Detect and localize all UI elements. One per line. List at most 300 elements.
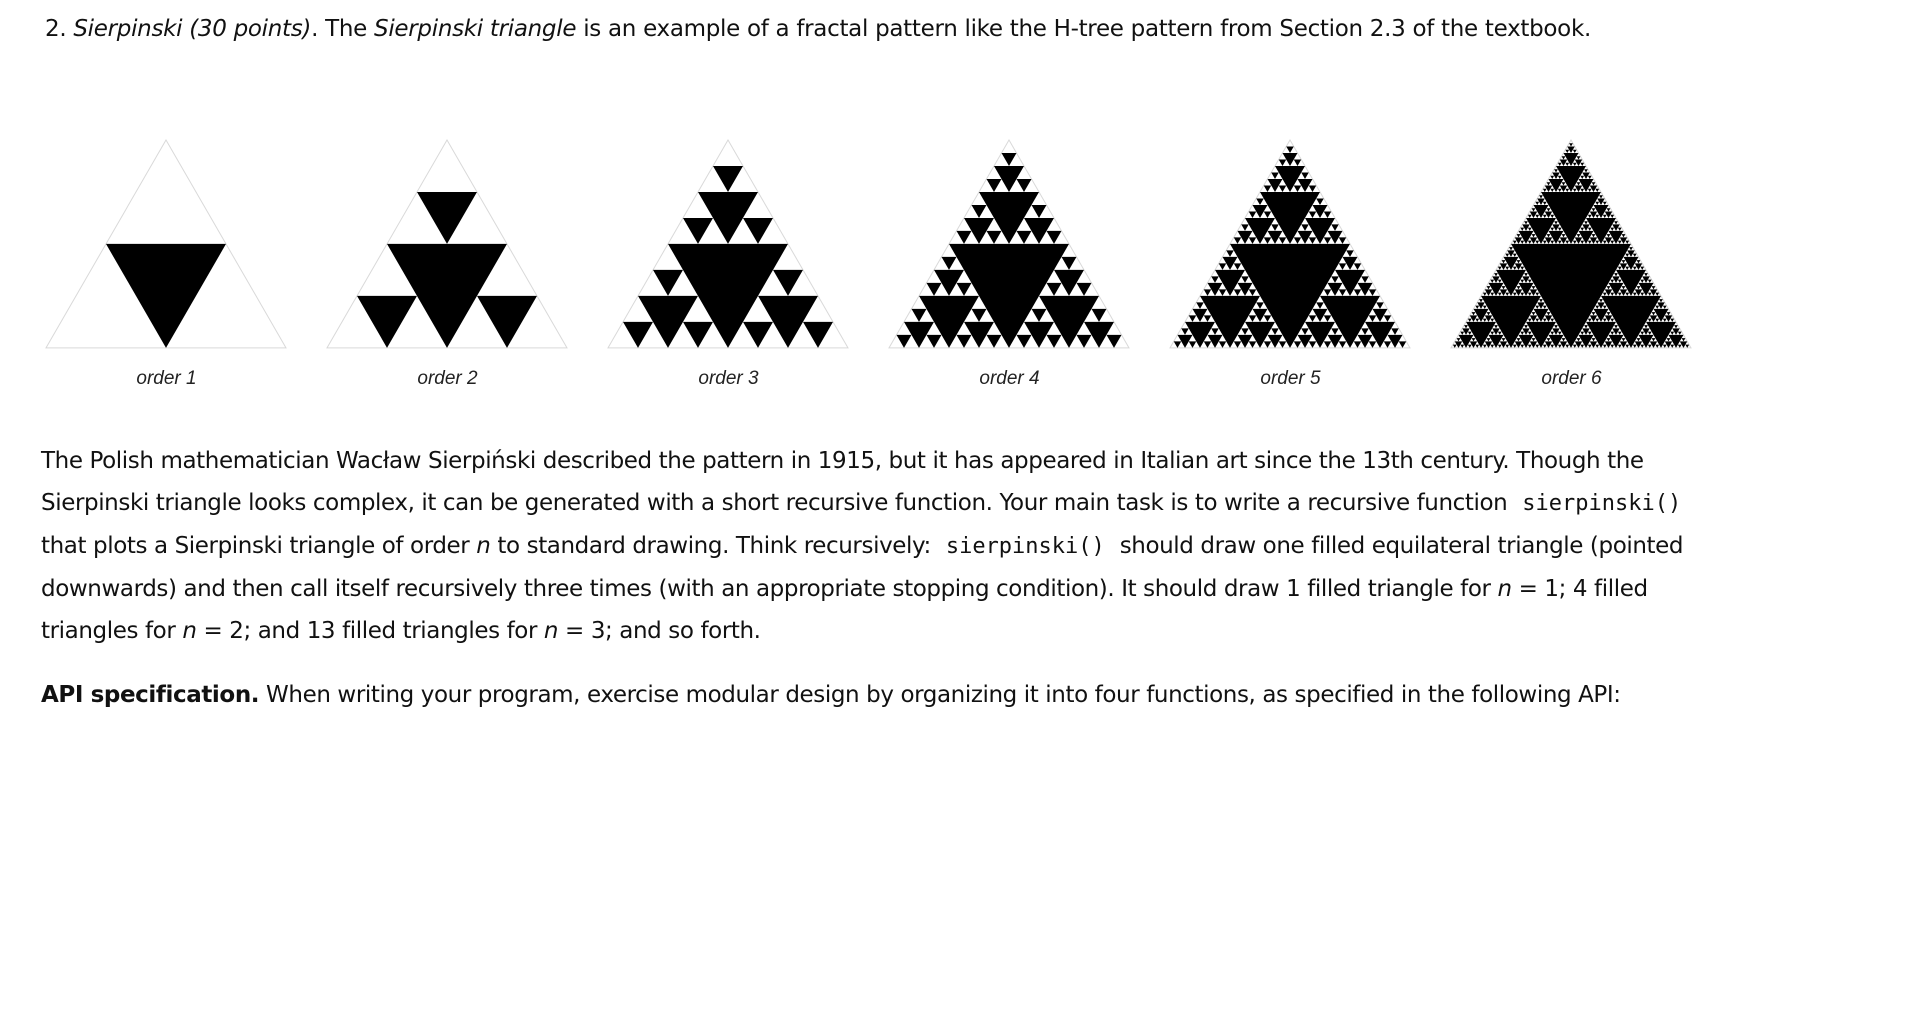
filled-triangle: [1610, 241, 1614, 244]
filled-triangle: [1189, 341, 1197, 347]
filled-triangle: [1618, 241, 1622, 244]
filled-triangle: [1196, 302, 1204, 308]
filled-triangle: [1459, 335, 1474, 348]
figure-order-3: [606, 100, 851, 400]
filled-triangle: [1178, 335, 1193, 348]
filled-triangle: [803, 322, 833, 348]
filled-triangle: [1494, 325, 1498, 328]
filled-triangle: [1655, 306, 1659, 309]
filled-triangle: [1354, 263, 1362, 269]
filled-triangle: [1607, 312, 1611, 315]
filled-triangle: [1550, 176, 1554, 179]
filled-triangle: [1249, 289, 1257, 295]
filled-triangle: [1565, 189, 1569, 192]
filled-triangle: [1517, 234, 1521, 237]
sierpinski-order-5-image: [1168, 138, 1413, 352]
filled-triangle: [1294, 185, 1302, 191]
filled-triangle: [1502, 286, 1506, 289]
filled-triangle: [1573, 150, 1577, 153]
filled-triangle: [1092, 309, 1107, 322]
filled-triangle: [1498, 280, 1502, 283]
filled-triangle: [1328, 335, 1343, 348]
filled-triangle: [1652, 286, 1656, 289]
filled-triangle: [1584, 169, 1588, 172]
filled-triangle: [957, 283, 972, 296]
filled-triangle: [1575, 159, 1583, 165]
figure-order-2: [325, 100, 570, 400]
filled-triangle: [1607, 286, 1611, 289]
filled-triangle: [1614, 273, 1618, 276]
filled-triangle: [1592, 208, 1596, 211]
filled-triangle: [1618, 293, 1622, 296]
filled-triangle: [1535, 319, 1539, 322]
filled-triangle: [1558, 163, 1562, 166]
filled-triangle: [1644, 325, 1648, 328]
filled-triangle: [1554, 325, 1558, 328]
filled-triangle: [1648, 280, 1652, 283]
para-text: The Polish mathematician Wacław Sierpiński described the pattern in 1915, but it has appeared in Italian art since the 13th century. Though the Sierpinski triangle looks complex, it can be generated with a short recursive function. Your main task is to write a recursive function: [41, 448, 1644, 516]
filled-triangle: [1339, 289, 1347, 295]
filled-triangle: [1489, 335, 1504, 348]
para-text: that plots a Sierpinski triangle of order: [41, 533, 470, 559]
filled-triangle: [1625, 293, 1629, 296]
filled-triangle: [1275, 166, 1305, 192]
filled-triangle: [1017, 231, 1032, 244]
filled-triangle: [1309, 211, 1317, 217]
filled-triangle: [1264, 341, 1272, 347]
filled-triangle: [1498, 293, 1502, 296]
filled-triangle: [1595, 215, 1599, 218]
filled-triangle: [1547, 182, 1551, 185]
filled-triangle: [1460, 332, 1464, 335]
filled-triangle: [713, 166, 743, 192]
filled-triangle: [1545, 237, 1553, 243]
filled-triangle: [1241, 224, 1249, 230]
filled-triangle: [1002, 153, 1017, 166]
filled-triangle: [1528, 319, 1532, 322]
filled-triangle: [1490, 319, 1494, 322]
filled-triangle: [1610, 332, 1614, 335]
filled-triangle: [1468, 332, 1472, 335]
filled-triangle: [1490, 280, 1494, 283]
filled-triangle: [1532, 286, 1536, 289]
filled-triangle: [1271, 328, 1279, 334]
filled-triangle: [1573, 189, 1577, 192]
filled-triangle: [1468, 319, 1472, 322]
filled-triangle: [1543, 319, 1547, 322]
filled-triangle: [1309, 237, 1317, 243]
filled-triangle: [1592, 234, 1596, 237]
filled-triangle: [1674, 325, 1678, 328]
filled-triangle: [1588, 176, 1592, 179]
filled-triangle: [1580, 228, 1584, 231]
filled-triangle: [1472, 338, 1476, 341]
filled-triangle: [417, 192, 477, 244]
filled-triangle: [1294, 341, 1302, 347]
filled-triangle: [1331, 224, 1339, 230]
filled-triangle: [1639, 335, 1654, 348]
filled-triangle: [1543, 306, 1547, 309]
filled-triangle: [1625, 267, 1629, 270]
inline-code-sierpinski: sierpinski(): [945, 534, 1105, 559]
filled-triangle: [1543, 215, 1547, 218]
filled-triangle: [1331, 276, 1339, 282]
filled-triangle: [1580, 189, 1584, 192]
filled-triangle: [1592, 182, 1596, 185]
filled-triangle: [1354, 289, 1362, 295]
api-paragraph: [41, 678, 1741, 712]
filled-triangle: [957, 231, 972, 244]
heading-term: Sierpinski triangle: [374, 16, 577, 42]
filled-triangle: [1354, 341, 1362, 347]
filled-triangle: [1532, 312, 1536, 315]
filled-triangle: [1652, 312, 1656, 315]
variable-n: n: [543, 618, 559, 644]
filled-triangle: [1077, 335, 1092, 348]
sierpinski-order-2-image: [325, 138, 570, 352]
filled-triangle: [1532, 338, 1536, 341]
filled-triangle: [1535, 293, 1539, 296]
filled-triangle: [1298, 335, 1313, 348]
filled-triangle: [1513, 293, 1517, 296]
filled-triangle: [1640, 293, 1644, 296]
filled-triangle: [1648, 319, 1652, 322]
filled-triangle: [1537, 302, 1545, 308]
filled-triangle: [1249, 341, 1257, 347]
filled-triangle: [1558, 189, 1562, 192]
filled-triangle: [1369, 341, 1377, 347]
filled-triangle: [1324, 341, 1332, 347]
filled-triangle: [1543, 189, 1547, 192]
filled-triangle: [1264, 315, 1272, 321]
filled-triangle: [1610, 215, 1614, 218]
filled-triangle: [1517, 338, 1521, 341]
filled-triangle: [1592, 338, 1596, 341]
filled-triangle: [1528, 215, 1532, 218]
filled-triangle: [1238, 335, 1253, 348]
filled-triangle: [1520, 332, 1524, 335]
filled-triangle: [1502, 338, 1506, 341]
figure-order-5: [1168, 100, 1413, 400]
filled-triangle: [1279, 159, 1287, 165]
filled-triangle: [1575, 237, 1583, 243]
filled-triangle: [1502, 260, 1506, 263]
filled-triangle: [1294, 237, 1302, 243]
figure-label: order 2: [417, 368, 478, 389]
filled-triangle: [1663, 319, 1667, 322]
filled-triangle: [1324, 211, 1332, 217]
filled-triangle: [1271, 172, 1279, 178]
filled-triangle: [1655, 293, 1659, 296]
filled-triangle: [1376, 302, 1384, 308]
filled-triangle: [1547, 312, 1551, 315]
filled-triangle: [1648, 293, 1652, 296]
filled-triangle: [1498, 267, 1502, 270]
variable-n: n: [182, 618, 197, 644]
filled-triangle: [1219, 341, 1227, 347]
filled-triangle: [1580, 176, 1584, 179]
filled-triangle: [1279, 185, 1287, 191]
filled-triangle: [1610, 319, 1614, 322]
filled-triangle: [1573, 241, 1577, 244]
filled-triangle: [1017, 179, 1032, 192]
filled-triangle: [1047, 283, 1062, 296]
filled-triangle: [1487, 286, 1491, 289]
filled-triangle: [957, 335, 972, 348]
filled-triangle: [1211, 328, 1219, 334]
figure-label: order 5: [1260, 368, 1321, 389]
filled-triangle: [1588, 332, 1592, 335]
filled-triangle: [1487, 338, 1491, 341]
filled-triangle: [1550, 189, 1554, 192]
para-text: should draw one filled equilateral triangle (pointed downwards) and then call itself recursively three times (with an appropriate stopping condition). It should draw 1 filled triangle for: [41, 533, 1684, 602]
filled-triangle: [1339, 341, 1347, 347]
filled-triangle: [1475, 319, 1479, 322]
filled-triangle: [1618, 228, 1622, 231]
filled-triangle: [1595, 306, 1599, 309]
filled-triangle: [1595, 202, 1599, 205]
para-text: = 1; 4 filled triangles for: [41, 576, 1648, 644]
filled-triangle: [1603, 293, 1607, 296]
filled-triangle: [1595, 189, 1599, 192]
filled-triangle: [1520, 267, 1524, 270]
description-paragraph: [41, 440, 1741, 652]
filled-triangle: [1547, 234, 1551, 237]
filled-triangle: [1562, 156, 1566, 159]
sierpinski-order-3-image: [606, 138, 851, 352]
filled-triangle: [1517, 286, 1521, 289]
filled-triangle: [1550, 319, 1554, 322]
filled-triangle: [1324, 237, 1332, 243]
filled-triangle: [1047, 231, 1062, 244]
filled-triangle: [1490, 293, 1494, 296]
filled-triangle: [1609, 335, 1624, 348]
filled-triangle: [1550, 241, 1554, 244]
filled-triangle: [1286, 146, 1294, 152]
filled-triangle: [1513, 241, 1517, 244]
sierpinski-order-4-image: [887, 138, 1132, 352]
filled-triangle: [927, 335, 942, 348]
filled-triangle: [1622, 260, 1626, 263]
filled-triangle: [1644, 273, 1648, 276]
figure-label: order 6: [1541, 368, 1602, 389]
filled-triangle: [1622, 338, 1626, 341]
filled-triangle: [1017, 335, 1032, 348]
filled-triangle: [1204, 341, 1212, 347]
filled-triangle: [1603, 241, 1607, 244]
filled-triangle: [1535, 202, 1539, 205]
filled-triangle: [1659, 299, 1663, 302]
filled-triangle: [1590, 237, 1598, 243]
filled-triangle: [1670, 332, 1674, 335]
inline-code-sierpinski: sierpinski(): [1522, 491, 1682, 516]
filled-triangle: [1316, 198, 1324, 204]
filled-triangle: [1579, 335, 1594, 348]
filled-triangle: [1552, 172, 1560, 178]
filled-triangle: [927, 283, 942, 296]
filled-triangle: [1599, 299, 1603, 302]
filled-triangle: [1625, 254, 1629, 257]
filled-triangle: [1607, 234, 1611, 237]
filled-triangle: [1479, 299, 1483, 302]
filled-triangle: [1032, 309, 1047, 322]
filled-triangle: [1309, 341, 1317, 347]
filled-triangle: [1519, 335, 1534, 348]
filled-triangle: [1494, 273, 1498, 276]
filled-triangle: [1226, 250, 1234, 256]
figure-label: order 1: [136, 368, 197, 389]
filled-triangle: [1550, 332, 1554, 335]
filled-triangle: [1622, 234, 1626, 237]
filled-triangle: [1107, 335, 1122, 348]
filled-triangle: [1633, 267, 1637, 270]
filled-triangle: [1558, 241, 1562, 244]
filled-triangle: [1309, 315, 1317, 321]
filled-triangle: [1565, 163, 1569, 166]
filled-triangle: [1361, 328, 1369, 334]
filled-triangle: [1588, 189, 1592, 192]
filled-triangle: [1678, 332, 1682, 335]
filled-triangle: [1550, 215, 1554, 218]
filled-triangle: [1528, 241, 1532, 244]
filled-triangle: [1550, 228, 1554, 231]
filled-triangle: [1603, 306, 1607, 309]
filled-triangle: [1515, 237, 1523, 243]
filled-triangle: [1588, 241, 1592, 244]
para-text: to standard drawing. Think recursively:: [497, 533, 931, 559]
filled-triangle: [1543, 202, 1547, 205]
filled-triangle: [1670, 319, 1674, 322]
filled-triangle: [1682, 338, 1686, 341]
filled-triangle: [1562, 234, 1566, 237]
filled-triangle: [1577, 338, 1581, 341]
filled-triangle: [1562, 182, 1566, 185]
filled-triangle: [1562, 338, 1566, 341]
filled-triangle: [1577, 156, 1581, 159]
filled-triangle: [1062, 257, 1077, 270]
filled-triangle: [1487, 312, 1491, 315]
filled-triangle: [1505, 254, 1509, 257]
filled-triangle: [357, 296, 417, 348]
filled-triangle: [1505, 267, 1509, 270]
filled-triangle: [1524, 325, 1528, 328]
filled-triangle: [1505, 293, 1509, 296]
problem-heading: [45, 12, 1591, 46]
figure-order-6: [1449, 100, 1694, 400]
filled-triangle: [1490, 332, 1494, 335]
filled-triangle: [1249, 315, 1257, 321]
filled-triangle: [1264, 185, 1272, 191]
figure-label: order 4: [979, 368, 1040, 389]
filled-triangle: [1655, 319, 1659, 322]
filled-triangle: [1554, 221, 1558, 224]
filled-triangle: [1509, 247, 1513, 250]
filled-triangle: [987, 335, 1002, 348]
filled-triangle: [1524, 273, 1528, 276]
filled-triangle: [1584, 325, 1588, 328]
filled-triangle: [1483, 306, 1487, 309]
filled-triangle: [1618, 280, 1622, 283]
filled-triangle: [1513, 254, 1517, 257]
filled-triangle: [1618, 267, 1622, 270]
filled-triangle: [1346, 250, 1354, 256]
filled-triangle: [1588, 319, 1592, 322]
filled-triangle: [1249, 237, 1257, 243]
filled-triangle: [1219, 289, 1227, 295]
filled-triangle: [1560, 237, 1568, 243]
filled-triangle: [1532, 208, 1536, 211]
filled-triangle: [1234, 263, 1242, 269]
filled-triangle: [1547, 338, 1551, 341]
filled-triangle: [1520, 280, 1524, 283]
filled-triangle: [1560, 159, 1568, 165]
filled-triangle: [1457, 338, 1461, 341]
filled-triangle: [1358, 335, 1373, 348]
filled-triangle: [1663, 306, 1667, 309]
filled-triangle: [683, 218, 713, 244]
filled-triangle: [1264, 237, 1272, 243]
filled-triangle: [1605, 237, 1613, 243]
filled-triangle: [1464, 325, 1468, 328]
filled-triangle: [1077, 283, 1092, 296]
filled-triangle: [1520, 241, 1524, 244]
filled-triangle: [1369, 315, 1377, 321]
filled-triangle: [1622, 286, 1626, 289]
filled-triangle: [1361, 276, 1369, 282]
filled-triangle: [1603, 202, 1607, 205]
filled-triangle: [1637, 286, 1641, 289]
filled-triangle: [773, 270, 803, 296]
filled-triangle: [1543, 241, 1547, 244]
filled-triangle: [1369, 289, 1377, 295]
filled-triangle: [1657, 302, 1665, 308]
filled-triangle: [1603, 215, 1607, 218]
filled-triangle: [1652, 338, 1656, 341]
figure-label: order 3: [698, 368, 759, 389]
sierpinski-order-6-image: [1449, 138, 1694, 352]
filled-triangle: [1475, 306, 1479, 309]
para-text: = 2; and 13 filled triangles for: [203, 618, 537, 644]
filled-triangle: [1603, 319, 1607, 322]
filled-triangle: [1577, 182, 1581, 185]
filled-triangle: [1667, 338, 1671, 341]
filled-triangle: [1174, 341, 1182, 347]
filled-triangle: [1535, 215, 1539, 218]
filled-triangle: [1241, 328, 1249, 334]
filled-triangle: [1208, 335, 1223, 348]
filled-triangle: [1483, 293, 1487, 296]
filled-triangle: [1513, 267, 1517, 270]
para-text: = 3; and so forth.: [565, 618, 761, 644]
filled-triangle: [1625, 241, 1629, 244]
filled-triangle: [1294, 159, 1302, 165]
filled-triangle: [1629, 247, 1633, 250]
filled-triangle: [1633, 254, 1637, 257]
filled-triangle: [1279, 237, 1287, 243]
problem-number: 2.: [45, 16, 67, 42]
filled-triangle: [1234, 341, 1242, 347]
variable-n: n: [1497, 576, 1512, 602]
filled-triangle: [1584, 221, 1588, 224]
filled-triangle: [1549, 335, 1564, 348]
filled-triangle: [1384, 315, 1392, 321]
problem-title: Sierpinski (30 points): [73, 16, 312, 42]
filled-triangle: [1610, 293, 1614, 296]
filled-triangle: [1614, 221, 1618, 224]
filled-triangle: [1530, 237, 1538, 243]
filled-triangle: [1637, 260, 1641, 263]
figure-order-1: [44, 100, 289, 400]
